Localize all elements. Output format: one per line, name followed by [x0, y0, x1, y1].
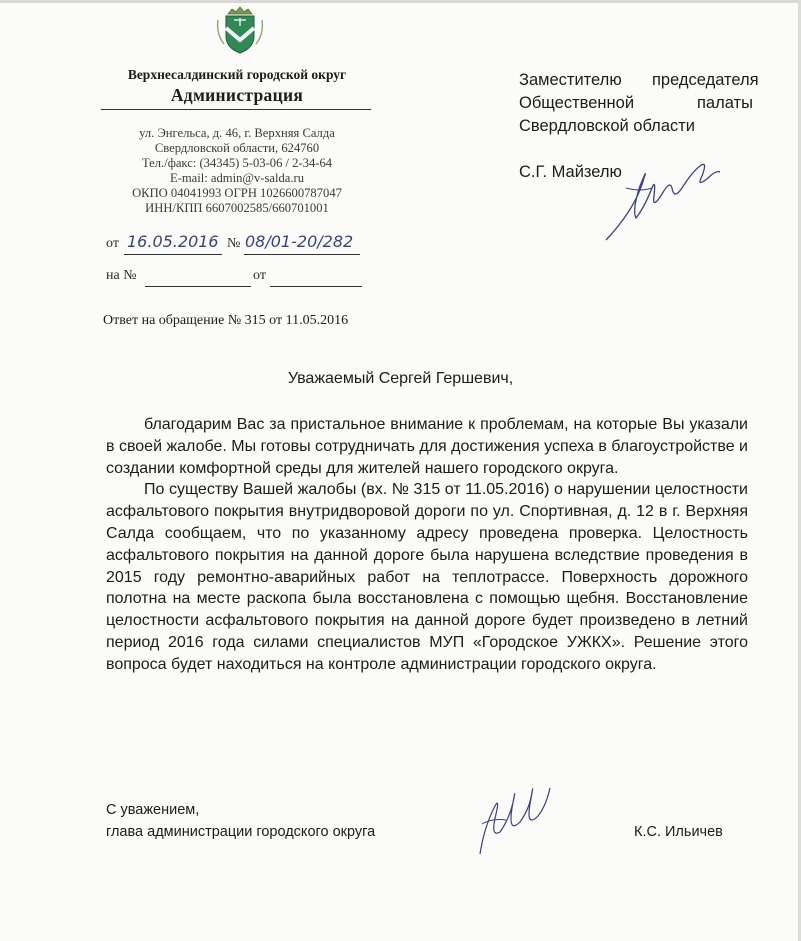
- addressee-name: С.Г. Майзелю: [519, 163, 622, 181]
- okpo-ogrn-line: ОКПО 04041993 ОГРН 1026600787047: [132, 186, 342, 200]
- closing-regards: С уважением,: [106, 802, 200, 818]
- body-paragraph-1: благодарим Вас за пристальное внимание к проблемам, на которые Вы указали в своей жалобе. Мы готовы сотрудничать для достижения успеха в благоустройстве и создании комфортной среды для жителей нашего городского округа.: [106, 416, 748, 477]
- head-signature-icon: [462, 778, 562, 858]
- reply-reference: Ответ на обращение № 315 от 11.05.2016: [103, 313, 349, 328]
- reg-number-handwritten: 08/01-20/282: [245, 232, 354, 251]
- phone-line: Тел./факс: (34345) 5-03-06 / 2-34-64: [141, 156, 333, 170]
- ref-date-underline: [270, 286, 362, 287]
- reg-date-handwritten: 16.05.2016: [127, 232, 219, 251]
- admin-title: Администрация: [170, 85, 304, 105]
- reg-from-prefix: от: [106, 236, 119, 251]
- email-line: E-mail: admin@v-salda.ru: [170, 171, 304, 185]
- greeting: Уважаемый Сергей Гершевич,: [287, 370, 514, 387]
- addressee-line1-word2: председателя: [652, 71, 759, 89]
- address-line: ул. Энгельса, д. 46, г. Верхняя Салда: [139, 126, 335, 140]
- addressee-line3: Свердловской области: [519, 117, 696, 135]
- signatory-name: К.С. Ильичев: [634, 824, 723, 840]
- letterhead-divider: [101, 109, 371, 110]
- ref-number-prefix: на №: [106, 268, 137, 283]
- address-line: Свердловской области, 624760: [154, 141, 320, 155]
- addressee-line1-word1: Заместителю: [519, 71, 622, 89]
- body-paragraph-2: По существу Вашей жалобы (вх. № 315 от 11.05.2016) о нарушении целостности асфальтового покрытия внутридворовой дороги по ул. Спортивная, д. 12 в г. Верхняя Салда сообщаем, что по указанному адресу проведена проверка. Целостность асфальтового покрытия на данной дороге была нарушена вследствие проведения в 2015 году ремонтно-аварийных работ на теплотрассе. Поверхность дорожного полотна на месте раскопа была восстановлена с помощью щебня. Восстановление целостности асфальтового покрытия на данной дороге будет произведено в летний период 2016 года силами специалистов МУП «Городское УЖКХ». Решение этого вопроса будет находиться на контроле администрации городского округа.: [106, 481, 748, 673]
- coat-of-arms-icon: [214, 4, 266, 56]
- reg-number-underline: [244, 254, 360, 255]
- closing-position: глава администрации городского округа: [106, 824, 376, 840]
- addressee-line2-word2: палаты: [697, 94, 753, 112]
- receipt-signature-icon: [596, 148, 726, 248]
- page-edge-top: [0, 0, 801, 3]
- inn-kpp-line: ИНН/КПП 6607002585/660701001: [145, 201, 329, 215]
- reg-number-prefix: №: [227, 236, 241, 251]
- org-name: Верхнесалдинский городской округ: [127, 67, 347, 82]
- ref-from-prefix: от: [253, 268, 266, 283]
- ref-number-underline: [145, 286, 251, 287]
- reg-date-underline: [124, 254, 222, 255]
- letter-body: [106, 414, 748, 676]
- addressee-line2-word1: Общественной: [519, 94, 635, 112]
